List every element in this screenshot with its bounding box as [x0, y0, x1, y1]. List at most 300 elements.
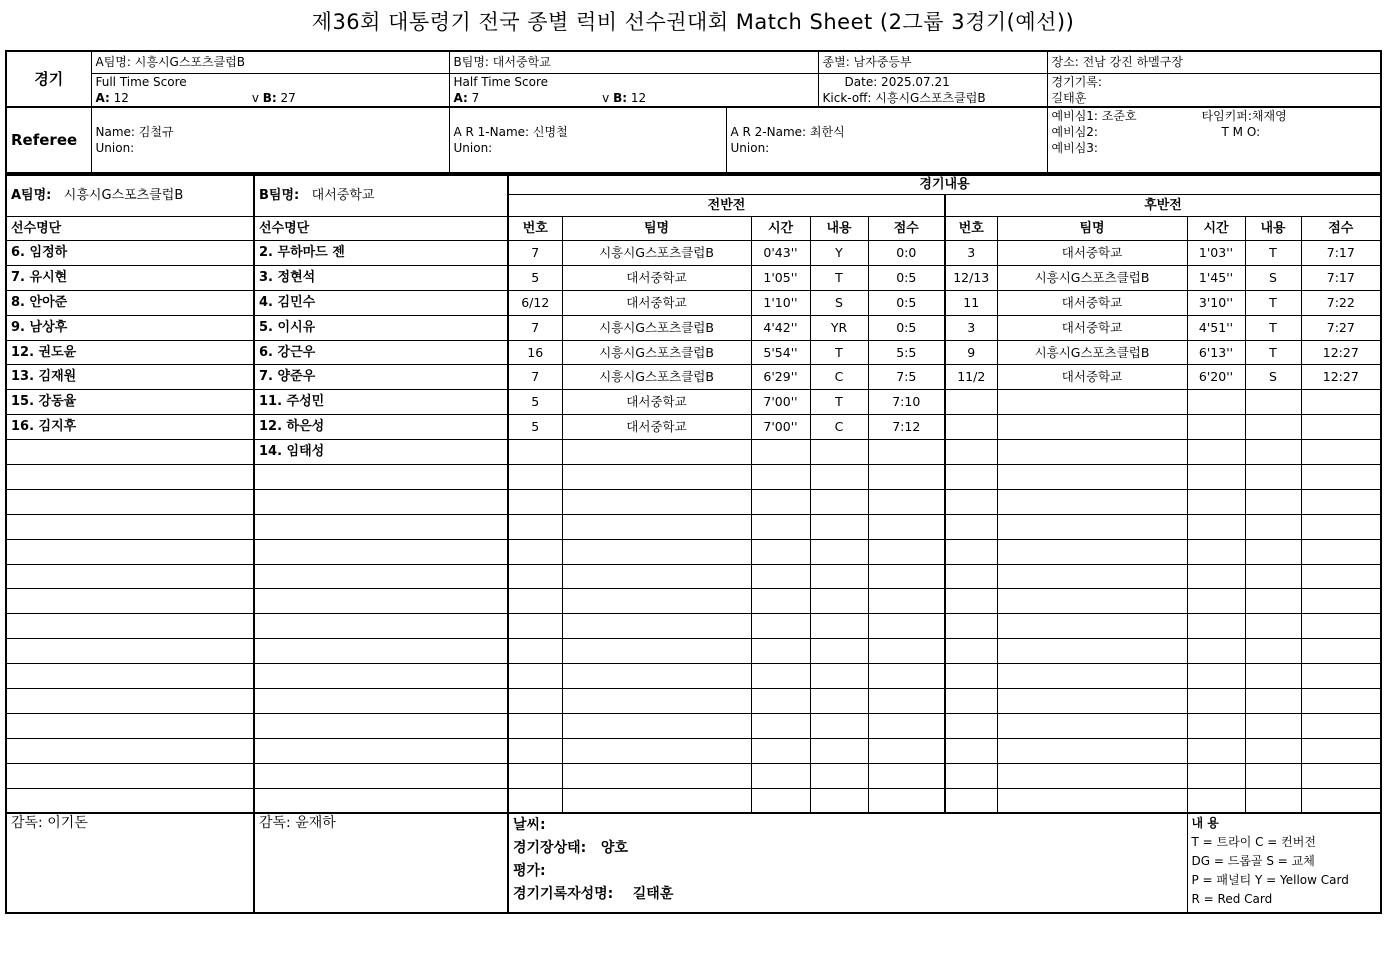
- second-half-cell: [1245, 514, 1301, 539]
- second-half-cell: [945, 390, 997, 415]
- first-half-cell: 5: [508, 390, 562, 415]
- first-half-cell: [868, 788, 945, 813]
- first-half-cell: 대서중학교: [562, 265, 751, 290]
- first-half-cell: T: [810, 340, 868, 365]
- field-condition: 경기장상태: 양호: [513, 839, 628, 856]
- first-half-cell: [868, 738, 945, 763]
- second-half-cell: [1187, 415, 1245, 440]
- roster-b-player: 3. 정현석: [254, 265, 508, 290]
- second-half-cell: [1301, 738, 1381, 763]
- second-half-cell: [997, 763, 1187, 788]
- second-half-cell: [945, 614, 997, 639]
- page-title: 제36회 대통령기 전국 종별 럭비 선수권대회 Match Sheet (2그룹 3경기(예선)): [311, 10, 1075, 34]
- second-half-cell: 시흥시G스포츠클럽B: [997, 340, 1187, 365]
- second-half-cell: [997, 589, 1187, 614]
- first-half-cell: [508, 614, 562, 639]
- roster-b-player: 11. 주성민: [254, 390, 508, 415]
- first-half-cell: [562, 713, 751, 738]
- second-half-cell: [1301, 639, 1381, 664]
- legend: [1187, 813, 1381, 913]
- table-row: [6, 514, 1381, 539]
- first-half-cell: [810, 738, 868, 763]
- first-half-cell: [751, 763, 810, 788]
- first-half-cell: [868, 514, 945, 539]
- evaluation: 평가:: [513, 862, 546, 879]
- second-half-cell: [1301, 465, 1381, 490]
- first-half-cell: [751, 713, 810, 738]
- first-half-cell: T: [810, 265, 868, 290]
- roster-a-player: [6, 465, 254, 490]
- full-time-score: Full Time Score A: 12 v B: 27: [91, 73, 449, 107]
- roster-a-player: [6, 440, 254, 465]
- first-half-cell: [868, 465, 945, 490]
- roster-a-player: [6, 788, 254, 813]
- second-half-cell: 3: [945, 241, 997, 266]
- roster-b-player: [254, 788, 508, 813]
- first-half-cell: 시흥시G스포츠클럽B: [562, 315, 751, 340]
- first-half-cell: [751, 465, 810, 490]
- first-half-cell: [508, 689, 562, 714]
- first-half-cell: [810, 763, 868, 788]
- second-half-cell: [1187, 589, 1245, 614]
- first-half-cell: 5: [508, 265, 562, 290]
- second-half-cell: [945, 415, 997, 440]
- first-half-cell: 7'00'': [751, 415, 810, 440]
- second-half-cell: 7:17: [1301, 265, 1381, 290]
- roster-a-player: 15. 강동율: [6, 390, 254, 415]
- coach-a: 감독: 이기돈: [6, 813, 254, 913]
- first-half-cell: [868, 539, 945, 564]
- first-half-cell: 5: [508, 415, 562, 440]
- second-half-cell: [997, 713, 1187, 738]
- roster-a-player: [6, 738, 254, 763]
- second-half-cell: [945, 664, 997, 689]
- second-half-cell: 대서중학교: [997, 290, 1187, 315]
- second-half-cell: [997, 489, 1187, 514]
- first-half-cell: [810, 465, 868, 490]
- second-half-cell: [997, 689, 1187, 714]
- second-half-cell: [1245, 713, 1301, 738]
- second-half-cell: 11: [945, 290, 997, 315]
- first-half-cell: 0:5: [868, 290, 945, 315]
- first-half-header: 전반전: [508, 195, 945, 217]
- table-row: [6, 664, 1381, 689]
- second-half-cell: [1187, 564, 1245, 589]
- first-half-cell: [810, 689, 868, 714]
- second-half-cell: [945, 465, 997, 490]
- second-half-cell: [997, 738, 1187, 763]
- venue: 장소: 전남 강진 하멜구장: [1047, 51, 1381, 73]
- first-half-cell: T: [810, 390, 868, 415]
- first-half-cell: 7:10: [868, 390, 945, 415]
- second-half-cell: [945, 514, 997, 539]
- second-half-cell: [997, 415, 1187, 440]
- second-half-cell: [1187, 689, 1245, 714]
- second-half-cell: [1245, 664, 1301, 689]
- team-b-name: B팀명: 대서중학교: [449, 51, 818, 73]
- events-col-header: 시간: [1187, 217, 1245, 241]
- roster-a-player: [6, 664, 254, 689]
- table-row: [6, 788, 1381, 813]
- second-half-cell: [997, 539, 1187, 564]
- second-half-cell: [1187, 514, 1245, 539]
- second-half-cell: [1187, 440, 1245, 465]
- first-half-cell: [751, 440, 810, 465]
- second-half-cell: [945, 788, 997, 813]
- second-half-cell: [945, 713, 997, 738]
- coach-b: 감독: 윤재하: [254, 813, 508, 913]
- first-half-cell: [810, 440, 868, 465]
- first-half-cell: [810, 489, 868, 514]
- table-row: [6, 614, 1381, 639]
- second-half-cell: 3'10'': [1187, 290, 1245, 315]
- first-half-cell: [810, 564, 868, 589]
- second-half-cell: [1245, 390, 1301, 415]
- match-notes: [508, 813, 1187, 913]
- second-half-cell: [1301, 390, 1381, 415]
- first-half-cell: [508, 763, 562, 788]
- first-half-cell: 대서중학교: [562, 290, 751, 315]
- first-half-cell: 0:5: [868, 265, 945, 290]
- table-row: [6, 763, 1381, 788]
- roster-a-player: 6. 임정하: [6, 241, 254, 266]
- second-half-cell: [1187, 489, 1245, 514]
- second-half-cell: [997, 614, 1187, 639]
- second-half-cell: [1187, 465, 1245, 490]
- first-half-cell: [562, 738, 751, 763]
- first-half-cell: C: [810, 365, 868, 390]
- second-half-cell: [1187, 763, 1245, 788]
- match-header-table: [5, 50, 1382, 174]
- first-half-cell: [810, 713, 868, 738]
- first-half-cell: [810, 514, 868, 539]
- roster-a-player: [6, 539, 254, 564]
- roster-a-player: 16. 김지후: [6, 415, 254, 440]
- roster-a-player: [6, 514, 254, 539]
- first-half-cell: 시흥시G스포츠클럽B: [562, 365, 751, 390]
- referee-name: Name: 김철규 Union:: [91, 107, 449, 173]
- first-half-cell: [562, 539, 751, 564]
- second-half-cell: 1'45'': [1187, 265, 1245, 290]
- roster-a-player: [6, 489, 254, 514]
- first-half-cell: [562, 440, 751, 465]
- second-half-cell: [1301, 589, 1381, 614]
- first-half-cell: S: [810, 290, 868, 315]
- first-half-cell: 0'43'': [751, 241, 810, 266]
- second-half-cell: [997, 465, 1187, 490]
- second-half-cell: [1187, 664, 1245, 689]
- roster-a-player: 13. 김재원: [6, 365, 254, 390]
- legend-title: 내 용: [1191, 815, 1219, 830]
- first-half-cell: [508, 788, 562, 813]
- first-half-cell: [868, 589, 945, 614]
- first-half-cell: [810, 639, 868, 664]
- second-half-cell: [1245, 639, 1301, 664]
- events-col-header: 번호: [508, 217, 562, 241]
- second-half-cell: 대서중학교: [997, 365, 1187, 390]
- second-half-cell: [945, 539, 997, 564]
- roster-a-player: 7. 유시현: [6, 265, 254, 290]
- second-half-cell: [997, 788, 1187, 813]
- table-row: [6, 564, 1381, 589]
- game-label: 경기: [6, 51, 91, 107]
- roster-b-player: [254, 514, 508, 539]
- roster-b-player: 5. 이시유: [254, 315, 508, 340]
- first-half-cell: 16: [508, 340, 562, 365]
- table-row: [6, 415, 1381, 440]
- first-half-cell: 5:5: [868, 340, 945, 365]
- first-half-cell: [562, 614, 751, 639]
- second-half-cell: [1301, 713, 1381, 738]
- table-row: [6, 365, 1381, 390]
- events-col-header: 팀명: [562, 217, 751, 241]
- table-row: [6, 489, 1381, 514]
- roster-a-team: A팀명: 시흥시G스포츠클럽B: [6, 175, 254, 217]
- roster-b-player: [254, 639, 508, 664]
- second-half-cell: [945, 763, 997, 788]
- second-half-cell: [1187, 738, 1245, 763]
- first-half-cell: [508, 664, 562, 689]
- second-half-cell: [945, 639, 997, 664]
- referee-label: Referee: [6, 107, 91, 173]
- first-half-cell: [508, 539, 562, 564]
- roster-a-player: [6, 564, 254, 589]
- roster-b-player: [254, 689, 508, 714]
- roster-b-player: [254, 465, 508, 490]
- first-half-cell: [751, 738, 810, 763]
- first-half-cell: [562, 788, 751, 813]
- weather: 날씨:: [513, 816, 546, 833]
- second-half-cell: [1245, 539, 1301, 564]
- roster-b-player: [254, 589, 508, 614]
- second-half-cell: [945, 564, 997, 589]
- second-half-cell: [997, 639, 1187, 664]
- table-row: [6, 241, 1381, 266]
- events-col-header: 점수: [1301, 217, 1381, 241]
- date-kickoff: Date: 2025.07.21 Kick-off: 시흥시G스포츠클럽B: [818, 73, 1047, 107]
- roster-b-player: [254, 763, 508, 788]
- roster-a-player: [6, 589, 254, 614]
- second-half-cell: [1187, 539, 1245, 564]
- second-half-cell: [1301, 564, 1381, 589]
- table-row: [6, 639, 1381, 664]
- first-half-cell: [810, 788, 868, 813]
- first-half-cell: 7:5: [868, 365, 945, 390]
- second-half-cell: [1301, 489, 1381, 514]
- second-half-cell: [945, 738, 997, 763]
- second-half-cell: [1301, 440, 1381, 465]
- second-half-cell: [1245, 763, 1301, 788]
- first-half-cell: [562, 763, 751, 788]
- second-half-cell: [1187, 614, 1245, 639]
- second-half-cell: [997, 664, 1187, 689]
- second-half-cell: [1301, 614, 1381, 639]
- second-half-header: 후반전: [945, 195, 1381, 217]
- table-row: [6, 713, 1381, 738]
- second-half-cell: 3: [945, 315, 997, 340]
- first-half-cell: [508, 639, 562, 664]
- second-half-cell: [1301, 514, 1381, 539]
- first-half-cell: 5'54'': [751, 340, 810, 365]
- first-half-cell: 7: [508, 241, 562, 266]
- roster-b-player: 4. 김민수: [254, 290, 508, 315]
- first-half-cell: [810, 589, 868, 614]
- first-half-cell: [810, 614, 868, 639]
- first-half-cell: 7'00'': [751, 390, 810, 415]
- first-half-cell: 6'29'': [751, 365, 810, 390]
- first-half-cell: [562, 664, 751, 689]
- first-half-cell: [562, 465, 751, 490]
- first-half-cell: [508, 465, 562, 490]
- table-row: [6, 440, 1381, 465]
- first-half-cell: [868, 440, 945, 465]
- division: 종별: 남자중등부: [818, 51, 1047, 73]
- second-half-cell: [1301, 788, 1381, 813]
- second-half-cell: 9: [945, 340, 997, 365]
- legend-item: DG = 드롭골 S = 교체: [1191, 853, 1315, 868]
- match-sheet: [5, 50, 1380, 914]
- first-half-cell: [508, 589, 562, 614]
- roster-b-player: [254, 489, 508, 514]
- first-half-cell: [562, 564, 751, 589]
- table-row: [6, 315, 1381, 340]
- second-half-cell: T: [1245, 315, 1301, 340]
- second-half-cell: 6'13'': [1187, 340, 1245, 365]
- first-half-cell: [562, 639, 751, 664]
- second-half-cell: [1187, 390, 1245, 415]
- first-half-cell: [868, 664, 945, 689]
- first-half-cell: [751, 564, 810, 589]
- first-half-cell: [868, 639, 945, 664]
- table-row: [6, 290, 1381, 315]
- second-half-cell: [1187, 713, 1245, 738]
- roster-b-player: 2. 무하마드 젠: [254, 241, 508, 266]
- first-half-cell: [751, 589, 810, 614]
- roster-b-player: [254, 738, 508, 763]
- second-half-cell: [1245, 589, 1301, 614]
- events-col-header: 점수: [868, 217, 945, 241]
- main-table: [5, 174, 1382, 914]
- first-half-cell: [868, 713, 945, 738]
- roster-b-player: 14. 임태성: [254, 440, 508, 465]
- roster-b-player: [254, 564, 508, 589]
- roster-b-team: B팀명: 대서중학교: [254, 175, 508, 217]
- legend-item: R = Red Card: [1191, 891, 1273, 906]
- roster-b-player: [254, 664, 508, 689]
- table-row: [6, 340, 1381, 365]
- second-half-cell: T: [1245, 340, 1301, 365]
- second-half-cell: 12/13: [945, 265, 997, 290]
- second-half-cell: T: [1245, 241, 1301, 266]
- roster-a-player: 9. 남상후: [6, 315, 254, 340]
- first-half-cell: [508, 564, 562, 589]
- events-col-header: 팀명: [997, 217, 1187, 241]
- first-half-cell: [751, 788, 810, 813]
- first-half-cell: [562, 589, 751, 614]
- second-half-cell: [1187, 788, 1245, 813]
- second-half-cell: [1301, 415, 1381, 440]
- second-half-cell: 7:17: [1301, 241, 1381, 266]
- second-half-cell: 12:27: [1301, 365, 1381, 390]
- writer: 경기기록자성명: 길태훈: [513, 885, 674, 902]
- second-half-cell: 11/2: [945, 365, 997, 390]
- first-half-cell: [562, 514, 751, 539]
- second-half-cell: [945, 689, 997, 714]
- table-row: [6, 589, 1381, 614]
- second-half-cell: [1245, 689, 1301, 714]
- second-half-cell: [1301, 664, 1381, 689]
- first-half-cell: 6/12: [508, 290, 562, 315]
- first-half-cell: 대서중학교: [562, 390, 751, 415]
- roster-b-header: 선수명단: [254, 217, 508, 241]
- ar1: A R 1-Name: 신명철 Union:: [449, 107, 726, 173]
- second-half-cell: [1301, 689, 1381, 714]
- first-half-cell: [508, 713, 562, 738]
- first-half-cell: 1'10'': [751, 290, 810, 315]
- second-half-cell: [1245, 614, 1301, 639]
- second-half-cell: 대서중학교: [997, 241, 1187, 266]
- first-half-cell: [751, 614, 810, 639]
- events-col-header: 번호: [945, 217, 997, 241]
- second-half-cell: [1187, 639, 1245, 664]
- second-half-cell: 12:27: [1301, 340, 1381, 365]
- second-half-cell: 4'51'': [1187, 315, 1245, 340]
- events-col-header: 시간: [751, 217, 810, 241]
- roster-a-player: [6, 689, 254, 714]
- first-half-cell: Y: [810, 241, 868, 266]
- second-half-cell: 1'03'': [1187, 241, 1245, 266]
- roster-b-player: [254, 614, 508, 639]
- first-half-cell: 0:0: [868, 241, 945, 266]
- roster-a-player: [6, 713, 254, 738]
- first-half-cell: 0:5: [868, 315, 945, 340]
- first-half-cell: 시흥시G스포츠클럽B: [562, 340, 751, 365]
- roster-b-player: [254, 713, 508, 738]
- second-half-cell: S: [1245, 365, 1301, 390]
- first-half-cell: [810, 664, 868, 689]
- roster-b-player: [254, 539, 508, 564]
- second-half-cell: S: [1245, 265, 1301, 290]
- roster-b-player: 6. 강근우: [254, 340, 508, 365]
- first-half-cell: [751, 514, 810, 539]
- second-half-cell: [1245, 440, 1301, 465]
- table-row: [6, 738, 1381, 763]
- second-half-cell: [997, 564, 1187, 589]
- roster-b-player: 7. 양준우: [254, 365, 508, 390]
- first-half-cell: [810, 539, 868, 564]
- first-half-cell: 4'42'': [751, 315, 810, 340]
- second-half-cell: [1245, 738, 1301, 763]
- roster-b-player: 12. 하은성: [254, 415, 508, 440]
- roster-a-header: 선수명단: [6, 217, 254, 241]
- second-half-cell: [945, 440, 997, 465]
- second-half-cell: [1245, 465, 1301, 490]
- first-half-cell: 7: [508, 365, 562, 390]
- table-row: [6, 689, 1381, 714]
- first-half-cell: [508, 489, 562, 514]
- first-half-cell: [751, 539, 810, 564]
- first-half-cell: [751, 689, 810, 714]
- second-half-cell: [997, 390, 1187, 415]
- ar2: A R 2-Name: 최한식 Union:: [726, 107, 1047, 173]
- second-half-cell: [945, 589, 997, 614]
- second-half-cell: [997, 440, 1187, 465]
- first-half-cell: [562, 489, 751, 514]
- first-half-cell: [508, 440, 562, 465]
- second-half-cell: [1301, 539, 1381, 564]
- first-half-cell: [508, 738, 562, 763]
- first-half-cell: YR: [810, 315, 868, 340]
